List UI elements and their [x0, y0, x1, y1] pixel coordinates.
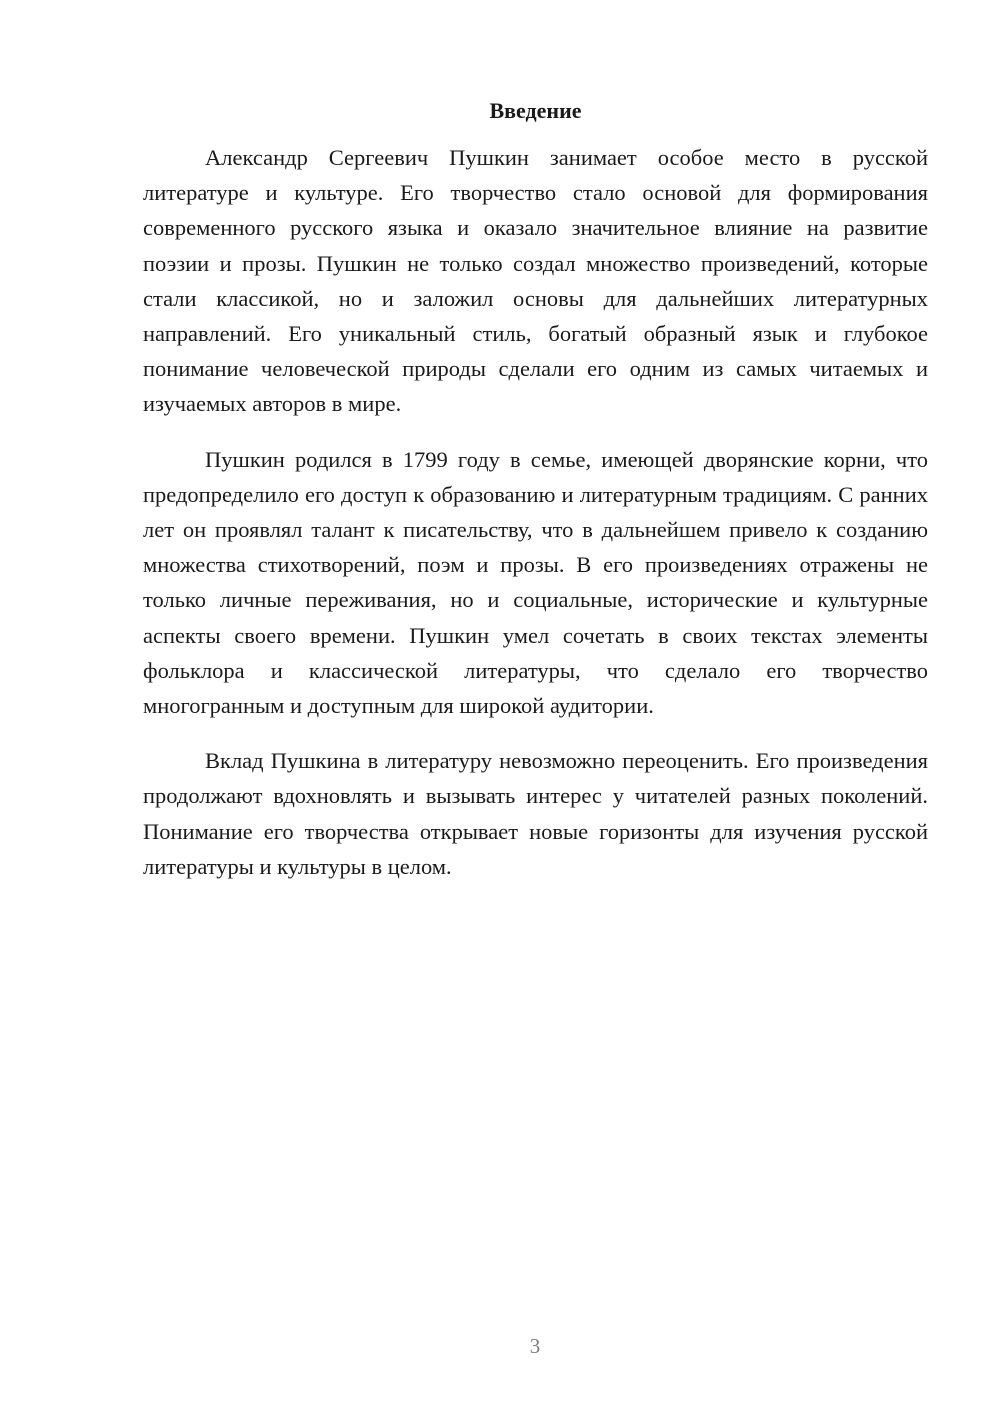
paragraph-2: Пушкин родился в 1799 году в семье, имеющей дворянские корни, что предопределило его доступ к образованию и литературным традициям. С ранних лет он проявлял талант к писательству, что в дальнейшем привело к созданию множества стихотворений, поэм и прозы. В его произведениях отражены не только личные переживания, но и социальные, исторические и культурные аспекты своего времени. Пушкин умел сочетать в своих текстах элементы фольклора и классической литературы, что сделало его творчество многогранным и доступным для широкой аудитории.	[143, 446, 928, 719]
page-number: 3	[529, 1334, 541, 1358]
page-content	[143, 96, 928, 904]
paragraph-1: Александр Сергеевич Пушкин занимает особое место в русской литературе и культуре. Его творчество стало основой для формирования современного русского языка и оказало значительное влияние на развитие поэзии и прозы. Пушкин не только создал множество произведений, которые стали классикой, но и заложил основы для дальнейших литературных направлений. Его уникальный стиль, богатый образный язык и глубокое понимание человеческой природы сделали его одним из самых читаемых и изучаемых авторов в мире.	[143, 145, 928, 417]
section-heading: Введение	[489, 98, 582, 123]
paragraph-3: Вклад Пушкина в литературу невозможно переоценить. Его произведения продолжают вдохновлять и вызывать интерес у читателей разных поколений. Понимание его творчества открывает новые горизонты для изучения русской литературы и культуры в целом.	[143, 748, 928, 879]
